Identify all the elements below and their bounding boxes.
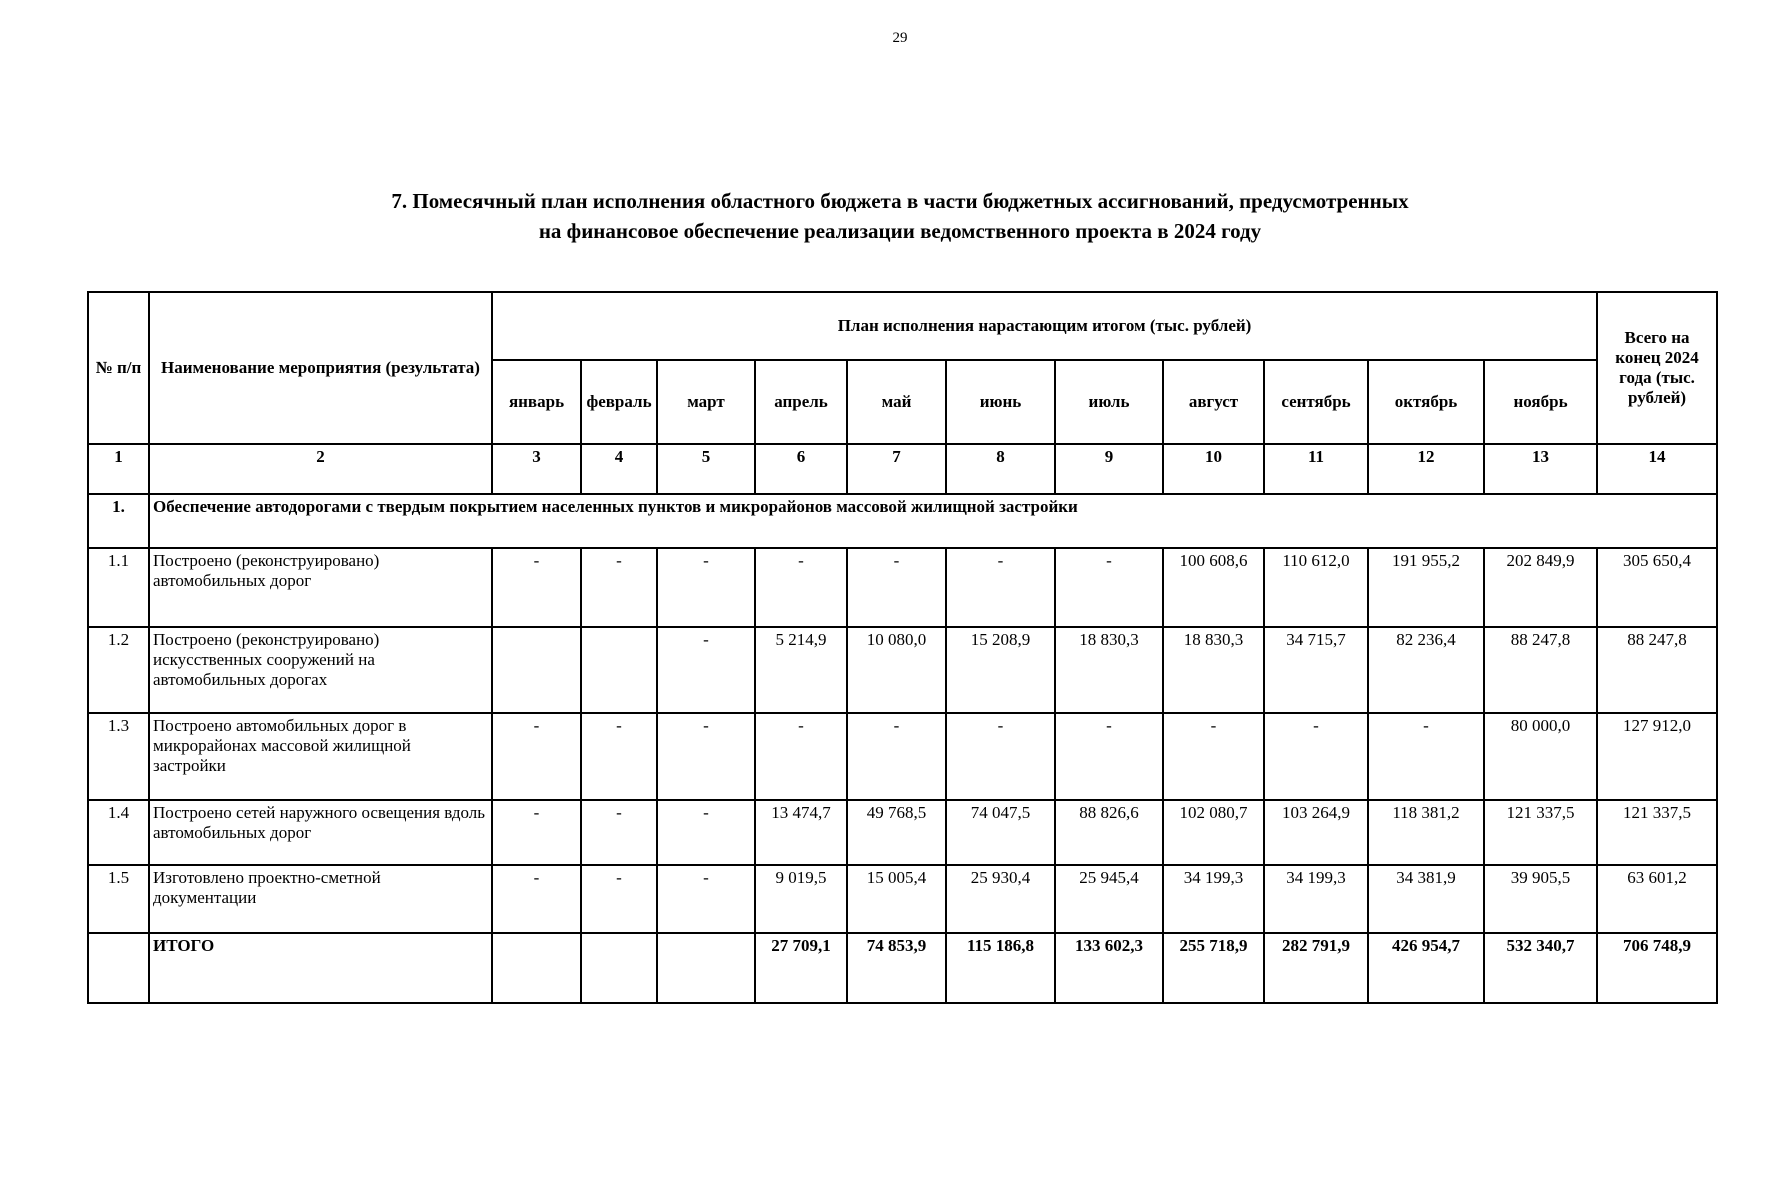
header-activity-name: Наименование мероприятия (результата) — [149, 292, 492, 444]
row-number: 1.2 — [88, 627, 149, 713]
total-value: 706 748,9 — [1597, 933, 1717, 1003]
total-value — [492, 933, 581, 1003]
row-month-value: - — [755, 548, 847, 627]
row-month-value: - — [946, 713, 1055, 800]
header-month: март — [657, 360, 755, 444]
total-value: 255 718,9 — [1163, 933, 1264, 1003]
table-row — [88, 548, 1717, 627]
header-month: июнь — [946, 360, 1055, 444]
row-activity-name: Построено (реконструировано) автомобильных дорог — [149, 548, 492, 627]
row-month-value: 121 337,5 — [1484, 800, 1597, 865]
page-number: 29 — [892, 30, 908, 46]
total-value: 282 791,9 — [1264, 933, 1368, 1003]
row-total-value: 63 601,2 — [1597, 865, 1717, 933]
title-line-2: на финансовое обеспечение реализации ведомственного проекта в 2024 году — [538, 219, 1262, 243]
row-month-value: 34 381,9 — [1368, 865, 1484, 933]
row-number: 1.1 — [88, 548, 149, 627]
row-month-value: - — [1368, 713, 1484, 800]
row-month-value: - — [755, 713, 847, 800]
row-month-value: - — [847, 548, 946, 627]
row-month-value: - — [946, 548, 1055, 627]
row-month-value: - — [657, 627, 755, 713]
header-month: май — [847, 360, 946, 444]
row-month-value: 103 264,9 — [1264, 800, 1368, 865]
row-month-value: 18 830,3 — [1055, 627, 1163, 713]
row-month-value: - — [581, 800, 657, 865]
row-month-value: 110 612,0 — [1264, 548, 1368, 627]
header-month: январь — [492, 360, 581, 444]
row-month-value: 88 247,8 — [1484, 627, 1597, 713]
total-value: 27 709,1 — [755, 933, 847, 1003]
row-month-value: - — [581, 865, 657, 933]
total-value: 426 954,7 — [1368, 933, 1484, 1003]
row-month-value: 34 199,3 — [1264, 865, 1368, 933]
row-month-value: 5 214,9 — [755, 627, 847, 713]
row-month-value: 88 826,6 — [1055, 800, 1163, 865]
table-row — [88, 800, 1717, 865]
header-month: ноябрь — [1484, 360, 1597, 444]
column-number: 11 — [1264, 444, 1368, 494]
row-activity-name: Изготовлено проектно-сметной документации — [149, 865, 492, 933]
total-value: 74 853,9 — [847, 933, 946, 1003]
row-month-value: - — [1163, 713, 1264, 800]
row-month-value: 82 236,4 — [1368, 627, 1484, 713]
row-month-value: - — [492, 865, 581, 933]
row-month-value: 25 945,4 — [1055, 865, 1163, 933]
row-month-value: - — [581, 713, 657, 800]
section-row — [88, 494, 1717, 548]
header-month: октябрь — [1368, 360, 1484, 444]
column-number: 14 — [1597, 444, 1717, 494]
row-month-value: 15 005,4 — [847, 865, 946, 933]
row-total-value: 88 247,8 — [1597, 627, 1717, 713]
total-label: ИТОГО — [149, 933, 492, 1003]
total-value — [581, 933, 657, 1003]
row-month-value: - — [492, 800, 581, 865]
column-number: 1 — [88, 444, 149, 494]
row-month-value: - — [657, 800, 755, 865]
column-number: 2 — [149, 444, 492, 494]
row-month-value: 9 019,5 — [755, 865, 847, 933]
row-month-value: - — [492, 713, 581, 800]
row-total-value: 305 650,4 — [1597, 548, 1717, 627]
column-number: 3 — [492, 444, 581, 494]
total-value: 133 602,3 — [1055, 933, 1163, 1003]
title-line-1: 7. Помесячный план исполнения областного бюджета в части бюджетных ассигнований, предусмотренных — [391, 189, 1409, 213]
budget-plan-table — [87, 291, 1718, 1004]
row-month-value: 102 080,7 — [1163, 800, 1264, 865]
row-month-value: 202 849,9 — [1484, 548, 1597, 627]
row-month-value: - — [847, 713, 946, 800]
total-value — [657, 933, 755, 1003]
column-number: 9 — [1055, 444, 1163, 494]
row-month-value: 10 080,0 — [847, 627, 946, 713]
row-month-value: 39 905,5 — [1484, 865, 1597, 933]
row-month-value — [492, 627, 581, 713]
total-value: 532 340,7 — [1484, 933, 1597, 1003]
row-activity-name: Построено автомобильных дорог в микрорайонах массовой жилищной застройки — [149, 713, 492, 800]
table-row — [88, 627, 1717, 713]
row-month-value: - — [657, 865, 755, 933]
row-number: 1.5 — [88, 865, 149, 933]
row-month-value: 118 381,2 — [1368, 800, 1484, 865]
row-month-value: 191 955,2 — [1368, 548, 1484, 627]
row-total-value: 127 912,0 — [1597, 713, 1717, 800]
row-month-value: 34 199,3 — [1163, 865, 1264, 933]
column-number: 8 — [946, 444, 1055, 494]
row-number: 1.4 — [88, 800, 149, 865]
header-plan-group: План исполнения нарастающим итогом (тыс. рублей) — [492, 292, 1597, 360]
section-title: Обеспечение автодорогами с твердым покрытием населенных пунктов и микрорайонов массовой жилищной застройки — [149, 494, 1717, 548]
row-month-value: 25 930,4 — [946, 865, 1055, 933]
row-month-value: 18 830,3 — [1163, 627, 1264, 713]
row-month-value: - — [1055, 713, 1163, 800]
column-number: 5 — [657, 444, 755, 494]
row-activity-name: Построено сетей наружного освещения вдоль автомобильных дорог — [149, 800, 492, 865]
total-value: 115 186,8 — [946, 933, 1055, 1003]
row-month-value: - — [581, 548, 657, 627]
row-number: 1.3 — [88, 713, 149, 800]
row-month-value: - — [1055, 548, 1163, 627]
header-month: февраль — [581, 360, 657, 444]
row-month-value: 80 000,0 — [1484, 713, 1597, 800]
row-month-value: 74 047,5 — [946, 800, 1055, 865]
table-row — [88, 865, 1717, 933]
column-number: 12 — [1368, 444, 1484, 494]
row-month-value: - — [492, 548, 581, 627]
row-month-value: 49 768,5 — [847, 800, 946, 865]
total-row — [88, 933, 1717, 1003]
row-month-value: 100 608,6 — [1163, 548, 1264, 627]
header-total-2024: Всего на конец 2024 года (тыс. рублей) — [1597, 292, 1717, 444]
header-month: апрель — [755, 360, 847, 444]
row-month-value: 15 208,9 — [946, 627, 1055, 713]
row-month-value: - — [1264, 713, 1368, 800]
total-empty-number — [88, 933, 149, 1003]
row-activity-name: Построено (реконструировано) искусственных сооружений на автомобильных дорогах — [149, 627, 492, 713]
column-number: 6 — [755, 444, 847, 494]
column-number: 7 — [847, 444, 946, 494]
header-month: август — [1163, 360, 1264, 444]
section-number: 1. — [88, 494, 149, 548]
page-title — [0, 186, 1778, 246]
row-month-value: 13 474,7 — [755, 800, 847, 865]
column-number: 13 — [1484, 444, 1597, 494]
row-month-value: - — [657, 713, 755, 800]
column-number: 4 — [581, 444, 657, 494]
column-numbers-row — [88, 444, 1717, 494]
header-month: июль — [1055, 360, 1163, 444]
row-total-value: 121 337,5 — [1597, 800, 1717, 865]
header-number: № п/п — [88, 292, 149, 444]
header-month: сентябрь — [1264, 360, 1368, 444]
table-row — [88, 713, 1717, 800]
row-month-value — [581, 627, 657, 713]
column-number: 10 — [1163, 444, 1264, 494]
row-month-value: 34 715,7 — [1264, 627, 1368, 713]
row-month-value: - — [657, 548, 755, 627]
